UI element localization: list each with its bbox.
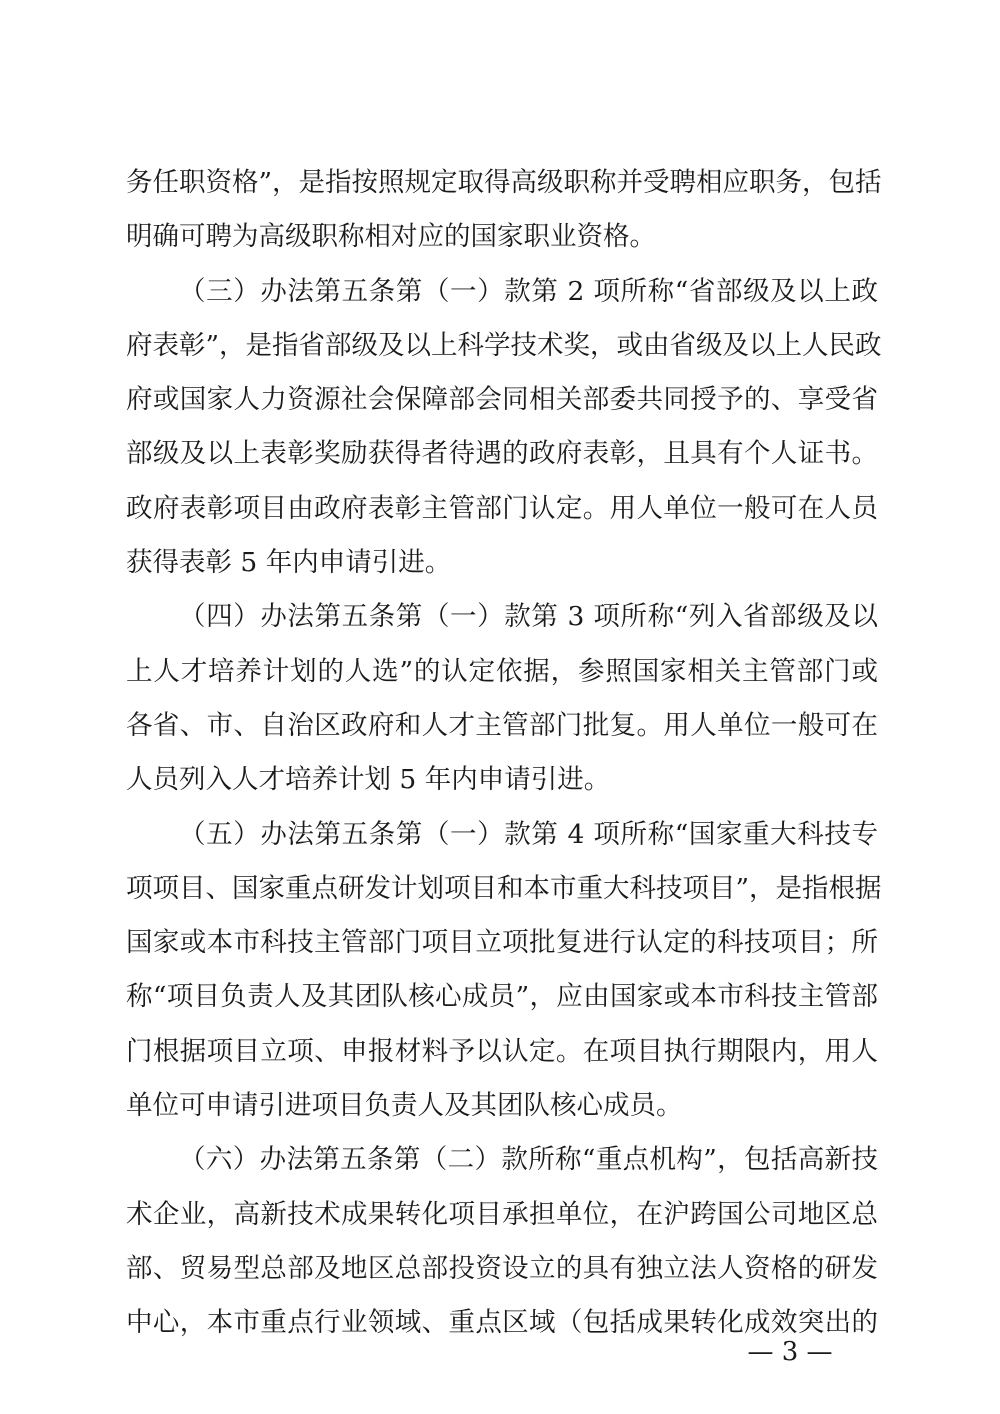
text-line: 门根据项目立项、申报材料予以认定。在项目执行期限内，用人	[126, 1035, 878, 1067]
text-line: 中心，本市重点行业领域、重点区域（包括成果转化成效突出的	[126, 1307, 878, 1339]
text-line: 术企业，高新技术成果转化项目承担单位，在沪跨国公司地区总	[126, 1198, 878, 1230]
text-line: 各省、市、自治区政府和人才主管部门批复。用人单位一般可在	[126, 709, 878, 741]
paragraph	[126, 1133, 878, 1350]
text-line: 部、贸易型总部及地区总部投资设立的具有独立法人资格的研发	[126, 1252, 878, 1284]
paragraph	[126, 808, 882, 1134]
text-line: 称“项目负责人及其团队核心成员”，应由国家或本市科技主管部	[126, 981, 878, 1013]
text-line: 部级及以上表彰奖励获得者待遇的政府表彰，且具有个人证书。	[126, 438, 878, 470]
text-line: 府表彰”，是指省部级及以上科学技术奖，或由省级及以上人民政	[126, 329, 882, 361]
text-line: 单位可申请引进项目负责人及其团队核心成员。	[126, 1090, 683, 1122]
text-line: 上人才培养计划的人选”的认定依据，参照国家相关主管部门或	[126, 655, 878, 687]
text-line: 获得表彰 5 年内申请引进。	[126, 547, 452, 579]
text-line: （六）办法第五条第（二）款所称“重点机构”，包括高新技	[179, 1144, 878, 1176]
text-line: （四）办法第五条第（一）款第 3 项所称“列入省部级及以	[179, 601, 878, 633]
paragraph	[126, 265, 882, 591]
text-line: 府或国家人力资源社会保障部会同相关部委共同授予的、享受省	[126, 384, 878, 416]
paragraph	[126, 156, 882, 265]
body-text	[126, 156, 882, 1351]
text-line: 政府表彰项目由政府表彰主管部门认定。用人单位一般可在人员	[126, 492, 878, 524]
text-line: 项项目、国家重点研发计划项目和本市重大科技项目”，是指根据	[126, 872, 882, 904]
paragraph	[126, 590, 878, 807]
page-number: — 3 —	[747, 1337, 833, 1367]
text-line: （五）办法第五条第（一）款第 4 项所称“国家重大科技专	[179, 818, 878, 850]
text-line: 务任职资格”，是指按照规定取得高级职称并受聘相应职务，包括	[126, 167, 882, 198]
text-line: 人员列入人才培养计划 5 年内申请引进。	[126, 764, 611, 796]
text-line: 明确可聘为高级职称相对应的国家职业资格。	[126, 221, 656, 253]
text-line: 国家或本市科技主管部门项目立项批复进行认定的科技项目；所	[126, 927, 878, 959]
text-line: （三）办法第五条第（一）款第 2 项所称“省部级及以上政	[179, 275, 878, 307]
